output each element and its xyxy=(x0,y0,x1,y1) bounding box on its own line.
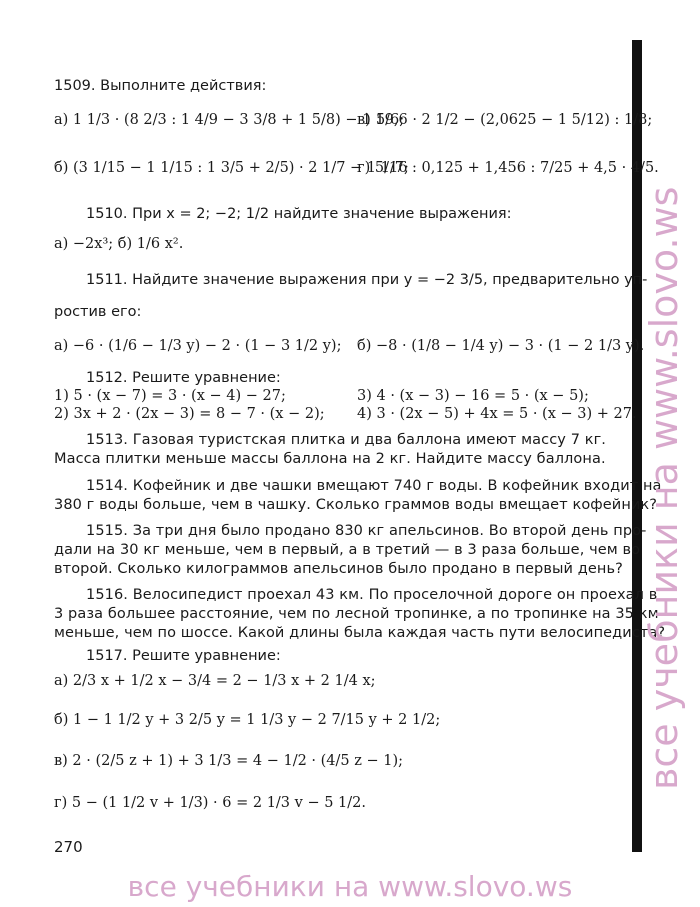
problem-1511-title: 1511. Найдите значение выражения при y = −2 3/5, предварительно уп- xyxy=(86,272,648,288)
problem-1515-line3: второй. Сколько килограммов апельсинов было продано в первый день? xyxy=(54,561,623,577)
watermark-side-text: все учебники на www.slovo.ws xyxy=(642,186,686,790)
problem-1512-title: 1512. Решите уравнение: xyxy=(86,370,281,386)
problem-1512-item3: 3) 4 · (x − 3) − 16 = 5 · (x − 5); xyxy=(357,388,589,404)
problem-1509-g: г) 5/16 : 0,125 + 1,456 : 7/25 + 4,5 · 4/5. xyxy=(357,160,659,176)
problem-1517-a: а) 2/3 x + 1/2 x − 3/4 = 2 − 1/3 x + 2 1/4 x; xyxy=(54,673,376,689)
problem-1509-a: а) 1 1/3 · (8 2/3 : 1 4/9 − 3 3/8 + 1 5/8) − 1 5/6; xyxy=(54,112,405,128)
problem-1511-a: а) −6 · (1/6 − 1/3 y) − 2 · (1 − 3 1/2 y); xyxy=(54,338,342,354)
problem-1512-item1: 1) 5 · (x − 7) = 3 · (x − 4) − 27; xyxy=(54,388,286,404)
problem-1515-line2: дали на 30 кг меньше, чем в первый, а в третий — в 3 раза больше, чем во xyxy=(54,542,641,558)
problem-1517-v: в) 2 · (2/5 z + 1) + 3 1/3 = 4 − 1/2 · (4/5 z − 1); xyxy=(54,753,404,769)
problem-1509-title: 1509. Выполните действия: xyxy=(54,78,267,94)
problem-1515-line1: 1515. За три дня было продано 830 кг апельсинов. Во второй день про- xyxy=(86,523,647,539)
page-number: 270 xyxy=(54,838,83,856)
problem-1516-line2: 3 раза большее расстояние, чем по лесной тропинке, а по тропинке на 35 км xyxy=(54,606,659,622)
problem-1509-v: в) 19,6 · 2 1/2 − (2,0625 − 1 5/12) : 1/8; xyxy=(357,112,653,128)
watermark-bottom: все учебники на www.slovo.ws xyxy=(127,870,573,903)
problem-1513-line2: Масса плитки меньше массы баллона на 2 кг. Найдите массу баллона. xyxy=(54,451,606,467)
problem-1511-cont: ростив его: xyxy=(54,304,142,320)
problem-1516-line1: 1516. Велосипедист проехал 43 км. По проселочной дороге он проехал в xyxy=(86,587,658,603)
problem-1517-title: 1517. Решите уравнение: xyxy=(86,648,281,664)
problem-1517-b: б) 1 − 1 1/2 y + 3 2/5 y = 1 1/3 y − 2 7/15 y + 2 1/2; xyxy=(54,712,441,728)
problem-1512-item4: 4) 3 · (2x − 5) + 4x = 5 · (x − 3) + 27. xyxy=(357,406,637,422)
problem-1509-b: б) (3 1/15 − 1 1/15 : 1 3/5 + 2/5) · 2 1/7 − 1 1/7; xyxy=(54,160,409,176)
problem-1510-title: 1510. При x = 2; −2; 1/2 найдите значение выражения: xyxy=(86,206,512,222)
problem-1514-line2: 380 г воды больше, чем в чашку. Сколько граммов воды вмещает кофейник? xyxy=(54,497,658,513)
problem-1511-b: б) −8 · (1/8 − 1/4 y) − 3 · (1 − 2 1/3 y). xyxy=(357,338,645,354)
problem-1514-line1: 1514. Кофейник и две чашки вмещают 740 г воды. В кофейник входит на xyxy=(86,478,662,494)
watermark-side xyxy=(642,100,700,800)
problem-1510-items: а) −2x³; б) 1/6 x². xyxy=(54,236,184,252)
problem-1513-line1: 1513. Газовая туристская плитка и два баллона имеют массу 7 кг. xyxy=(86,432,607,448)
problem-1512-item2: 2) 3x + 2 · (2x − 3) = 8 − 7 · (x − 2); xyxy=(54,406,325,422)
problem-1517-g: г) 5 − (1 1/2 v + 1/3) · 6 = 2 1/3 v − 5 1/2. xyxy=(54,795,366,811)
problem-1516-line3: меньше, чем по шоссе. Какой длины была каждая часть пути велосипедиста? xyxy=(54,625,666,641)
